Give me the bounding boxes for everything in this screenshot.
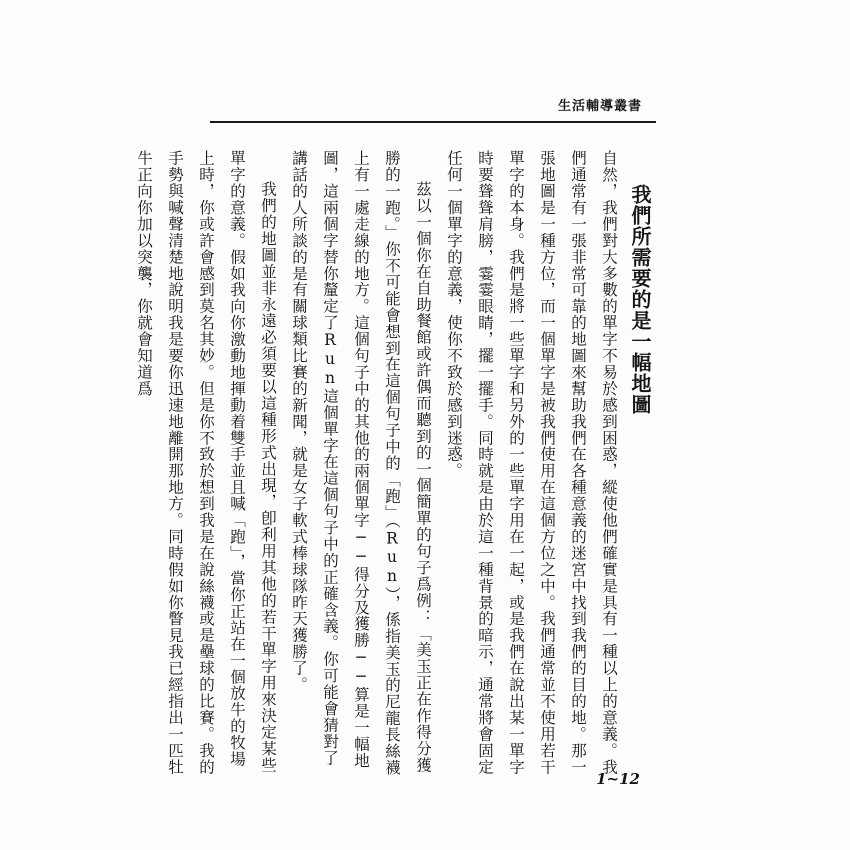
chapter-title: 我們所需要的是一幅地圖 [628, 184, 652, 415]
header-rule [210, 121, 656, 123]
series-title: 生活輔導叢書 [557, 99, 642, 114]
body-text-area [135, 150, 652, 778]
paragraph-1: 自然，我們對大多數的單字不易於感到困惑，縱使他們確實是具有一種以上的意義。我們通常有一張非常可靠的地圖來幫助我們在各種意義的迷宮中找到我們的目的地。那一張地圖是一種方位，而一個單字是被我們使用在這個方位之中。我們通常並不使用若干單字的本身。我們是將一些單字和另外的一些單字用在一起，或是我們在說出某一單字時要聳聳肩膀，霎霎眼睛，擺一擺手。同時就是由於這一種背景的暗示，通常將會固定任何一個單字的意義，使你不致於感到迷惑。 [445, 150, 618, 776]
paragraph-3: 我們的地圖並非永遠必須要以這種形式出現，卽利用其他的若干單字用來決定某些單字的意義。假如我向你激動地揮動着雙手並且喊「跑」，當你正站在一個放牛的牧場上時，你或許會感到莫名其妙。但是你不致於想到我是在說絲襪或是壘球的比賽。我的手勢與喊聲清楚地說明我是要你迅速地離開那地方。同時假如你瞥見我已經指出一匹牡牛正向你加以突襲，你就會知道爲 [135, 150, 277, 776]
page-number: 1~12 [596, 770, 640, 788]
paragraph-2: 茲以一個你在自助餐館或許偶而聽到的一個簡單的句子爲例：「美玉正在作得分獲勝的一跑。」你不可能會想到在這個句子中的「跑」（Run），係指美玉的尼龍長絲襪上有一處走線的地方。這個句子中的其他的兩個單字──得分及獲勝──算是一幅地圖，這兩個字替你釐定了Run這個單字在這個句子中的正確含義。你可能會猜對了講話的人所談的是有關球類比賽的新聞，就是女子軟式棒球隊昨天獲勝了。 [290, 150, 432, 776]
